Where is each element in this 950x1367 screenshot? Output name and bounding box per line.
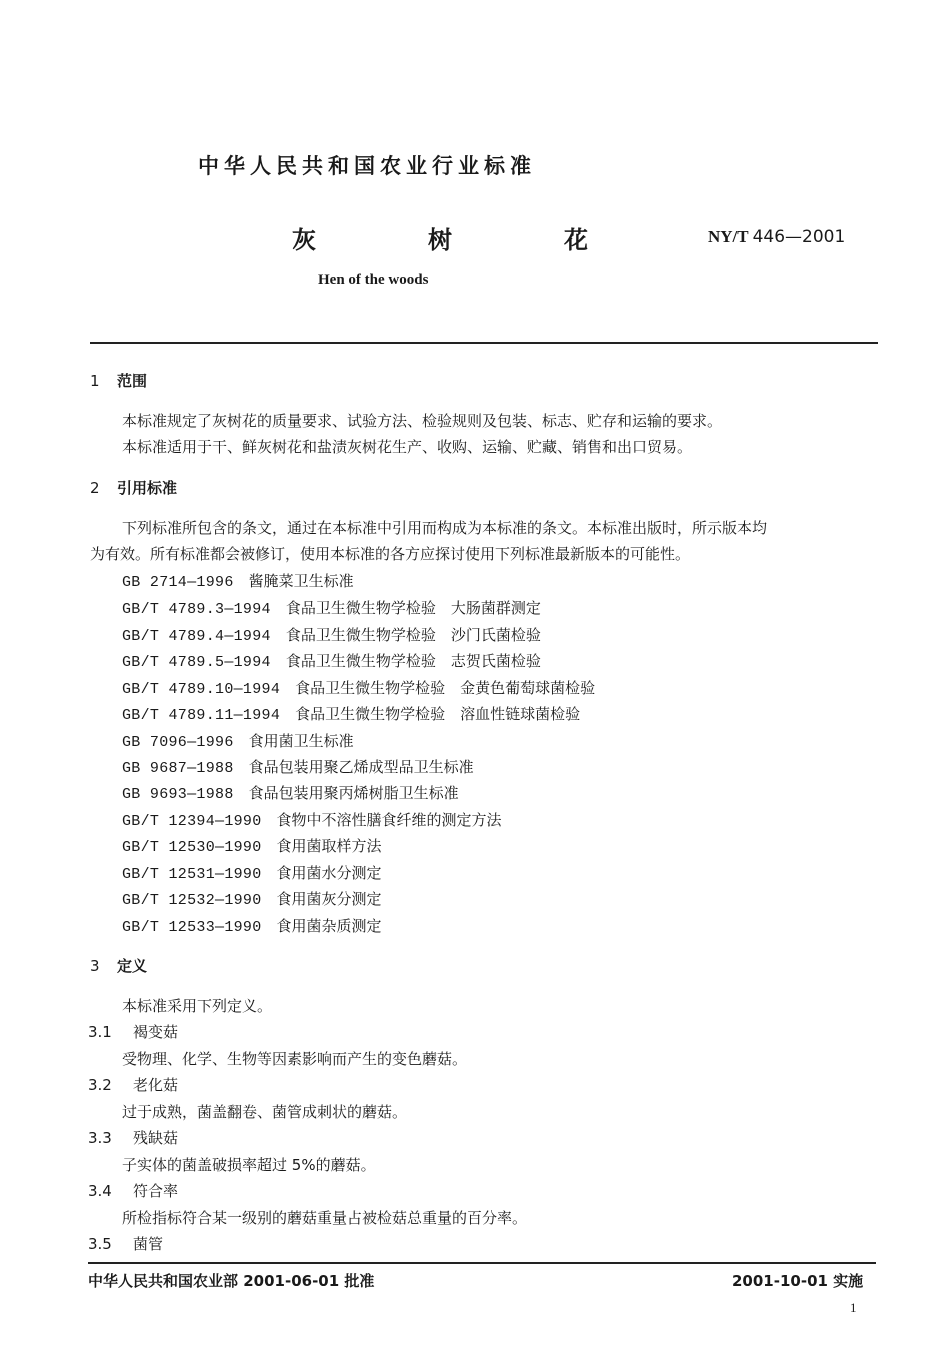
reference-name: 食品卫生微生物学检验 志贺氏菌检验 xyxy=(285,652,541,670)
reference-code: GB/T 12532—1990 xyxy=(122,892,262,909)
section-title: 范围 xyxy=(117,372,148,390)
reference-item xyxy=(122,730,354,751)
section-1-heading xyxy=(90,370,147,391)
reference-code: GB 9687—1988 xyxy=(122,760,234,777)
reference-name: 酱腌菜卫生标准 xyxy=(248,572,354,590)
section-3-heading xyxy=(90,955,147,976)
english-title: Hen of the woods xyxy=(318,272,429,288)
reference-code: GB/T 12394—1990 xyxy=(122,813,262,830)
reference-item xyxy=(122,650,541,671)
reference-code: GB/T 4789.4—1994 xyxy=(122,628,271,645)
reference-name: 食物中不溶性膳食纤维的测定方法 xyxy=(276,811,502,829)
reference-name: 食品包装用聚丙烯树脂卫生标准 xyxy=(248,784,459,802)
reference-item xyxy=(122,782,459,803)
definition-number: 3.5 xyxy=(88,1235,112,1253)
reference-item xyxy=(122,888,382,909)
reference-code: GB/T 4789.10—1994 xyxy=(122,681,281,698)
section-title: 定义 xyxy=(117,957,148,975)
reference-name: 食品卫生微生物学检验 大肠菌群测定 xyxy=(285,599,541,617)
reference-name: 食品包装用聚乙烯成型品卫生标准 xyxy=(248,758,474,776)
definition-term: 残缺菇 xyxy=(133,1129,179,1147)
section-2-heading xyxy=(90,477,177,498)
reference-code: GB/T 4789.3—1994 xyxy=(122,601,271,618)
reference-item xyxy=(122,915,382,936)
standard-code-number: 446—2001 xyxy=(752,227,846,247)
issuer-title: 中华人民共和国农业行业标准 xyxy=(198,154,536,178)
definition-number: 3.3 xyxy=(88,1129,112,1147)
section-number: 2 xyxy=(90,479,100,497)
definition-heading xyxy=(88,1180,178,1201)
reference-name: 食用菌灰分测定 xyxy=(276,890,382,908)
paragraph: 本标准规定了灰树花的质量要求、试验方法、检验规则及包装、标志、贮存和运输的要求。 xyxy=(122,412,723,430)
reference-name: 食用菌取样方法 xyxy=(276,837,382,855)
definition-number: 3.2 xyxy=(88,1076,112,1094)
header-divider xyxy=(90,342,878,344)
definition-number: 3.1 xyxy=(88,1023,112,1041)
reference-code: GB 9693—1988 xyxy=(122,786,234,803)
definition-text: 过于成熟，菌盖翻卷、菌管成刺状的蘑菇。 xyxy=(122,1103,408,1121)
paragraph: 本标准采用下列定义。 xyxy=(122,997,273,1015)
reference-code: GB/T 4789.5—1994 xyxy=(122,654,271,671)
definition-text: 受物理、化学、生物等因素影响而产生的变色蘑菇。 xyxy=(122,1050,468,1068)
reference-code: GB 2714—1996 xyxy=(122,574,234,591)
definition-heading xyxy=(88,1233,163,1254)
definition-heading xyxy=(88,1074,178,1095)
reference-item xyxy=(122,862,382,883)
reference-name: 食品卫生微生物学检验 沙门氏菌检验 xyxy=(285,626,541,644)
definition-term: 褐变菇 xyxy=(133,1023,179,1041)
definition-heading xyxy=(88,1127,178,1148)
reference-name: 食品卫生微生物学检验 金黄色葡萄球菌检验 xyxy=(295,679,596,697)
reference-name: 食品卫生微生物学检验 溶血性链球菌检验 xyxy=(295,705,581,723)
section-number: 1 xyxy=(90,372,100,390)
reference-item xyxy=(122,703,580,724)
reference-code: GB 7096—1996 xyxy=(122,734,234,751)
standard-code-prefix: NY/T xyxy=(708,227,749,246)
page-number: 1 xyxy=(850,1300,857,1315)
reference-item xyxy=(122,809,502,830)
section-number: 3 xyxy=(90,957,100,975)
standard-code xyxy=(708,227,845,247)
definition-heading xyxy=(88,1021,178,1042)
reference-name: 食用菌杂质测定 xyxy=(276,917,382,935)
reference-item xyxy=(122,597,541,618)
definition-text: 子实体的菌盖破损率超过 5%的蘑菇。 xyxy=(122,1156,376,1174)
paragraph: 为有效。所有标准都会被修订，使用本标准的各方应探讨使用下列标准最新版本的可能性。 xyxy=(90,545,691,563)
document-title: 灰 树 花 xyxy=(292,226,632,254)
reference-code: GB/T 12533—1990 xyxy=(122,919,262,936)
reference-code: GB/T 12530—1990 xyxy=(122,839,262,856)
reference-item xyxy=(122,570,354,591)
reference-item xyxy=(122,835,382,856)
paragraph: 下列标准所包含的条文，通过在本标准中引用而构成为本标准的条文。本标准出版时，所示版本均 xyxy=(122,519,768,537)
reference-name: 食用菌水分测定 xyxy=(276,864,382,882)
reference-item xyxy=(122,624,541,645)
paragraph: 本标准适用于干、鲜灰树花和盐渍灰树花生产、收购、运输、贮藏、销售和出口贸易。 xyxy=(122,438,693,456)
footer-divider xyxy=(88,1262,876,1264)
approval-line: 中华人民共和国农业部 2001-06-01 批准 xyxy=(88,1272,375,1290)
definition-term: 老化菇 xyxy=(133,1076,179,1094)
definition-text: 所检指标符合某一级别的蘑菇重量占被检菇总重量的百分率。 xyxy=(122,1209,528,1227)
definition-term: 符合率 xyxy=(133,1182,179,1200)
reference-name: 食用菌卫生标准 xyxy=(248,732,354,750)
section-title: 引用标准 xyxy=(117,479,178,497)
effective-date: 2001-10-01 实施 xyxy=(732,1272,864,1290)
reference-code: GB/T 4789.11—1994 xyxy=(122,707,281,724)
definition-number: 3.4 xyxy=(88,1182,112,1200)
reference-code: GB/T 12531—1990 xyxy=(122,866,262,883)
reference-item xyxy=(122,756,474,777)
definition-term: 菌管 xyxy=(133,1235,164,1253)
reference-item xyxy=(122,677,595,698)
